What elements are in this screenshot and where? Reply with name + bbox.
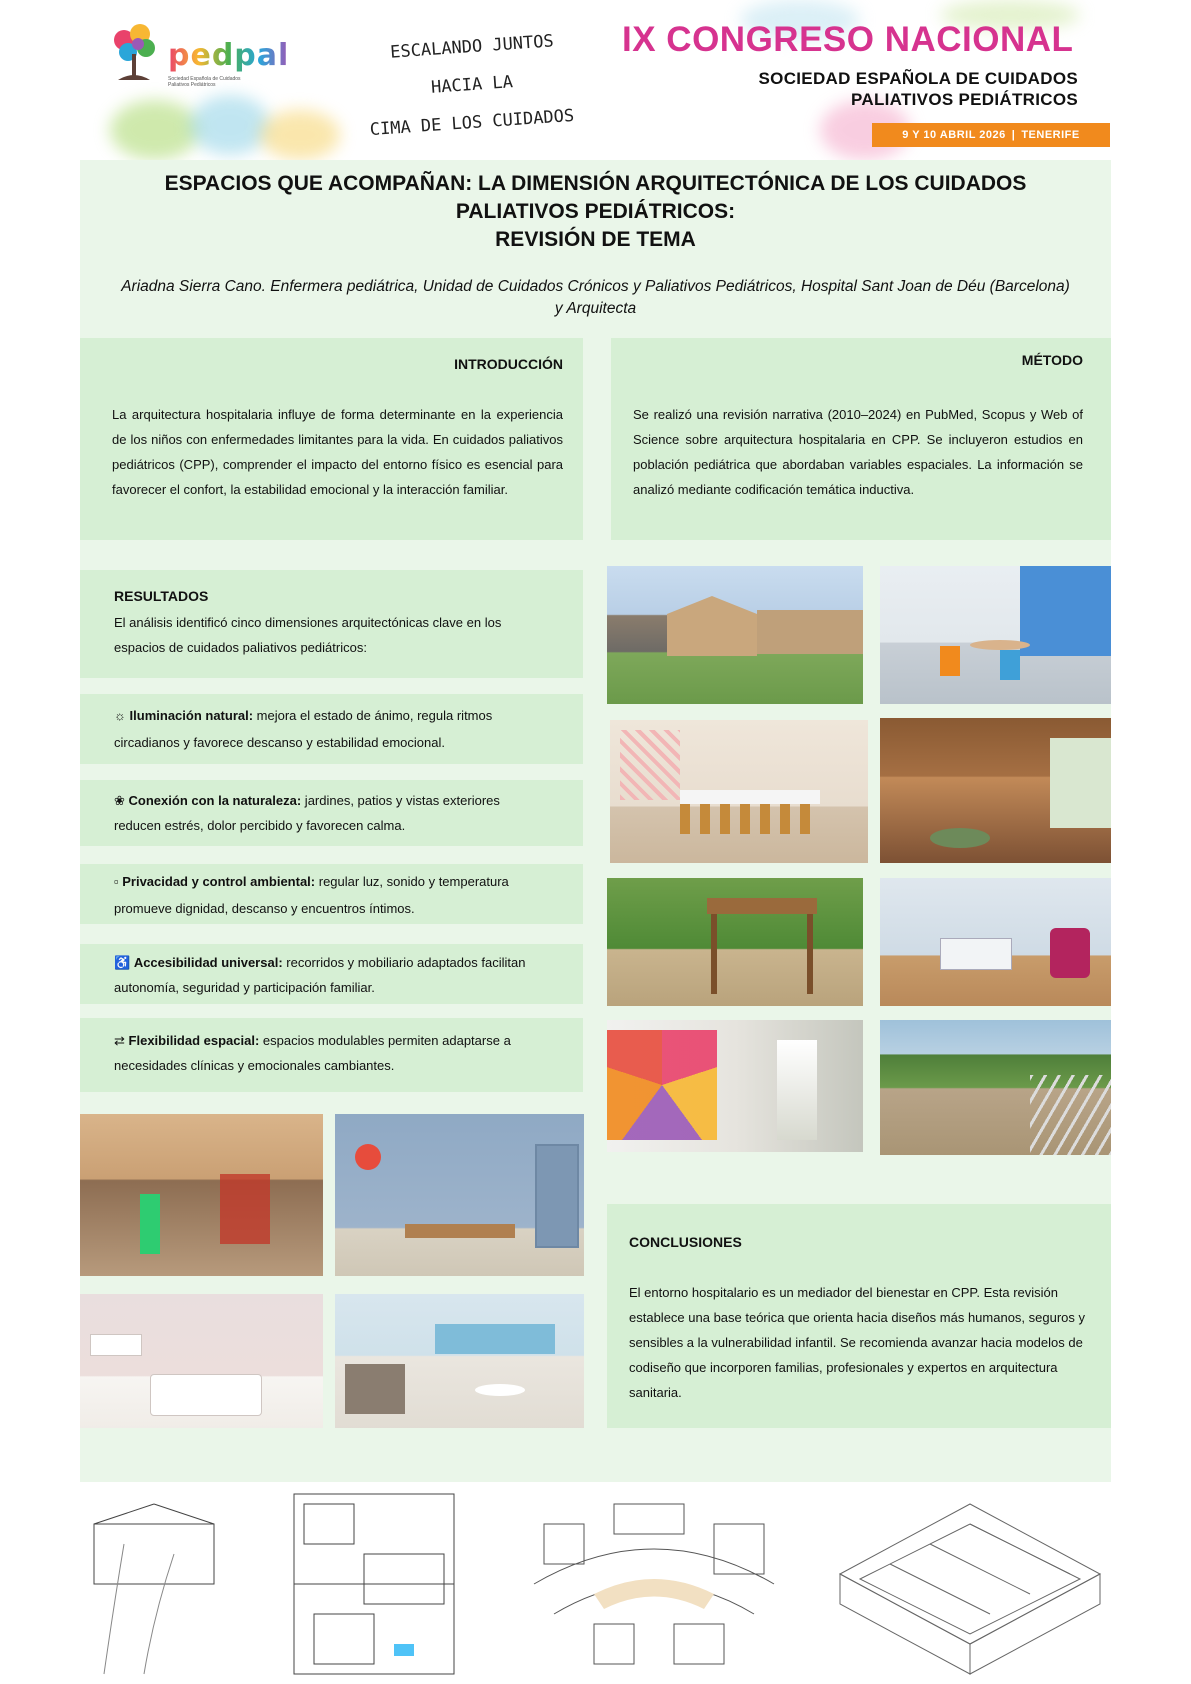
congress-date: 9 Y 10 ABRIL 2026 bbox=[902, 129, 1006, 141]
photo-colorful-wall-corridor bbox=[607, 1020, 863, 1152]
floor-plan-drawing bbox=[524, 1494, 784, 1680]
arrows-icon: ⇄ bbox=[114, 1033, 125, 1048]
conclusions-heading: CONCLUSIONES bbox=[629, 1234, 742, 1250]
title-line-1: ESPACIOS QUE ACOMPAÑAN: LA DIMENSIÓN ARQUITECTÓNICA DE LOS CUIDADOS bbox=[164, 172, 1027, 195]
result-item-text: espacios modulables permiten adaptarse a necesidades clínicas y emocionales cambiantes. bbox=[114, 1033, 511, 1073]
result-item-title: Accesibilidad universal: bbox=[133, 955, 283, 970]
sun-icon: ☼ bbox=[114, 708, 126, 723]
result-item bbox=[80, 780, 583, 846]
result-item-text: regular luz, sonido y temperatura promueve dignidad, descanso y encuentros íntimos. bbox=[114, 874, 509, 916]
conclusions-text: El entorno hospitalario es un mediador del bienestar en CPP. Esta revisión establece una base teórica que orienta hacia diseños más humanos, seguros y sensibles a la vulnerabilidad infantil. Se recomienda avanzar hacia modelos de codiseño que incorporen familias, profesionales y expertos en arquitectura sanitaria. bbox=[629, 1285, 1086, 1400]
date-separator: | bbox=[1011, 129, 1016, 141]
slogan-line-2: HACIA LA bbox=[430, 72, 514, 98]
result-item-text: jardines, patios y vistas exteriores reducen estrés, dolor percibido y favorecen calma. bbox=[114, 793, 500, 833]
result-item-title: Conexión con la naturaleza: bbox=[128, 793, 302, 808]
result-item bbox=[80, 864, 583, 924]
accessibility-icon: ♿ bbox=[114, 955, 131, 970]
intro-text: La arquitectura hospitalaria influye de forma determinante en la experiencia de los niños con enfermedades limitantes para la vida. En cuidados paliativos pediátricos (CPP), comprender el impacto del entorno físico es esencial para favorecer el confort, la estabilidad emocional y la interacción familiar. bbox=[112, 407, 563, 497]
footer-band bbox=[80, 1428, 1111, 1482]
photo-building-exterior bbox=[607, 566, 863, 704]
pedpal-logo-text: pedpal bbox=[168, 38, 290, 73]
society-name bbox=[720, 68, 1078, 110]
square-icon: ▫ bbox=[114, 874, 119, 889]
result-item bbox=[80, 1018, 583, 1092]
society-line-1: SOCIEDAD ESPAÑOLA DE CUIDADOS bbox=[758, 69, 1078, 88]
photo-rooftop-garden bbox=[880, 1020, 1111, 1155]
conclusions-panel bbox=[607, 1204, 1111, 1428]
result-item-title: Flexibilidad espacial: bbox=[128, 1033, 260, 1048]
poster-title bbox=[80, 170, 1111, 254]
intro-panel bbox=[80, 338, 583, 540]
slogan-line-1: ESCALANDO JUNTOS bbox=[389, 31, 555, 63]
result-item-text: mejora el estado de ánimo, regula ritmos circadianos y favorece descanso y estabilidad emocional. bbox=[114, 708, 493, 750]
result-item bbox=[80, 694, 583, 764]
photo-playroom bbox=[880, 566, 1111, 704]
title-line-3: REVISIÓN DE TEMA bbox=[495, 228, 696, 251]
society-line-2: PALIATIVOS PEDIÁTRICOS bbox=[851, 90, 1078, 109]
results-heading: RESULTADOS bbox=[114, 588, 209, 604]
photo-bathroom bbox=[80, 1294, 323, 1430]
photo-atrium bbox=[80, 1114, 323, 1276]
authors: Ariadna Sierra Cano. Enfermera pediátrica, Unidad de Cuidados Crónicos y Paliativos Pediátricos, Hospital Sant Joan de Déu (Barcelona) y Arquitecta bbox=[121, 278, 1070, 317]
result-item-title: Privacidad y control ambiental: bbox=[122, 874, 316, 889]
photo-garden-pergola bbox=[607, 878, 863, 1006]
photo-family-lounge bbox=[335, 1294, 584, 1430]
method-text: Se realizó una revisión narrativa (2010–2024) en PubMed, Scopus y Web of Science sobre arquitectura hospitalaria en CPP. Se incluyeron estudios en población pediátrica que abordaban variables espaciales. La información se analizó mediante codificación temática inductiva. bbox=[633, 407, 1083, 497]
title-line-2: PALIATIVOS PEDIÁTRICOS: bbox=[455, 200, 736, 223]
intro-heading: INTRODUCCIÓN bbox=[454, 356, 563, 372]
photo-waiting-area bbox=[335, 1114, 584, 1276]
result-item-title: Iluminación natural: bbox=[129, 708, 254, 723]
title-block bbox=[80, 160, 1111, 338]
photo-patient-room bbox=[880, 878, 1111, 1006]
architectural-sketch-section bbox=[84, 1484, 464, 1680]
pedpal-logo-subtitle: Sociedad Española de Cuidados Paliativos Pediátricos bbox=[168, 76, 241, 88]
method-panel bbox=[611, 338, 1111, 540]
congress-title: IX CONGRESO NACIONAL bbox=[622, 20, 1074, 59]
photo-dining-room bbox=[610, 720, 868, 863]
slogan bbox=[352, 28, 592, 142]
congress-place: TENERIFE bbox=[1021, 129, 1080, 141]
photo-wooden-corridor bbox=[880, 718, 1111, 863]
tree-logo-icon bbox=[108, 22, 160, 86]
method-heading: MÉTODO bbox=[1021, 352, 1083, 368]
axonometric-drawing bbox=[830, 1484, 1110, 1680]
result-item-text: recorridos y mobiliario adaptados facilitan autonomía, seguridad y participación familiar. bbox=[114, 955, 526, 995]
result-item bbox=[80, 944, 583, 1004]
results-intro: El análisis identificó cinco dimensiones arquitectónicas clave en los espacios de cuidados paliativos pediátricos: bbox=[114, 615, 502, 655]
slogan-line-3: CIMA DE LOS CUIDADOS bbox=[369, 105, 575, 141]
flower-icon: ❀ bbox=[114, 793, 125, 808]
date-bar bbox=[872, 123, 1110, 147]
results-panel bbox=[80, 570, 583, 678]
